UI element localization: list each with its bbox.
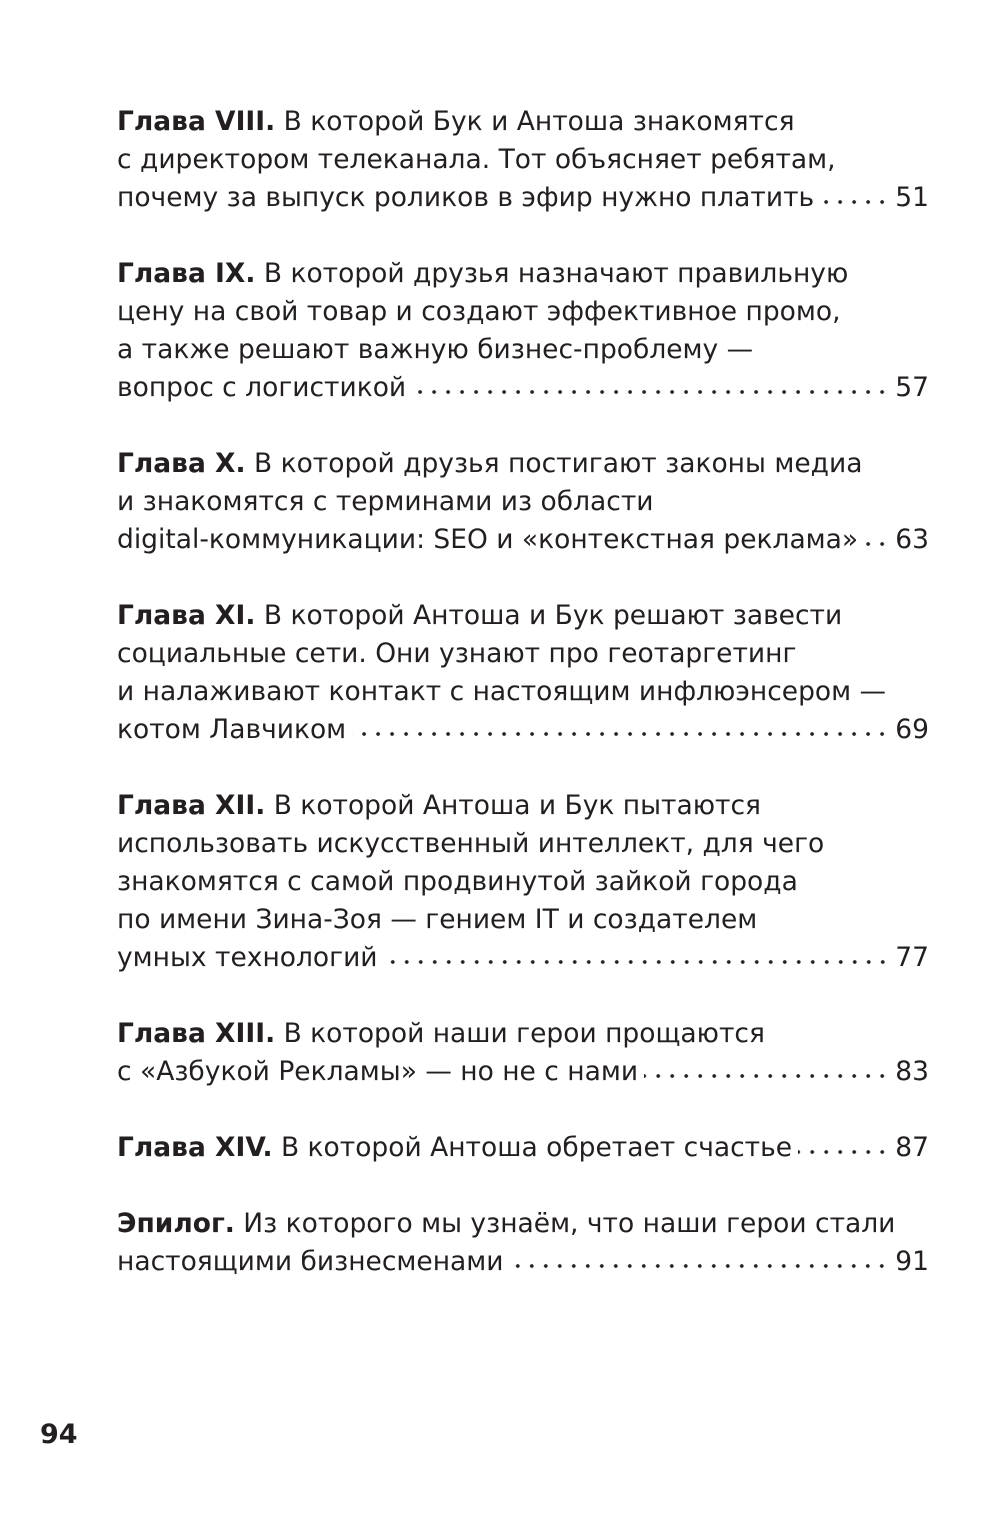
entry-page-number: 91: [895, 1246, 929, 1277]
entry-page-number: 77: [895, 942, 929, 973]
chapter-label: Глава XI.: [117, 600, 256, 631]
entry-last-line: [117, 179, 929, 217]
chapter-label: Глава X.: [117, 448, 246, 479]
entry-line: знакомятся с самой продвинутой зайкой города: [117, 866, 798, 897]
chapter-label: Глава XII.: [117, 790, 266, 821]
dot-leader: [509, 1262, 889, 1270]
entry-text: В которой Бук и Антоша знакомятся: [275, 106, 795, 137]
entry-page-number: 87: [895, 1132, 929, 1163]
entry-line: использовать искусственный интеллект, для чего: [117, 828, 825, 859]
entry-line: социальные сети. Они узнают про геотаргетинг: [117, 638, 797, 669]
entry-page-number: 63: [895, 524, 929, 555]
entry-line: и налаживают контакт с настоящим инфлюэнсером —: [117, 676, 887, 707]
entry-line: [117, 103, 929, 141]
entry-text: В которой друзья назначают правильную: [255, 258, 849, 289]
dot-leader: [820, 198, 889, 206]
chapter-label: Глава XIV.: [117, 1132, 273, 1163]
entry-last-line: [117, 369, 929, 407]
toc-entry: [117, 445, 929, 559]
entry-line: по имени Зина-Зоя — гением IT и создателем: [117, 904, 758, 935]
entry-text: настоящими бизнесменами: [117, 1246, 504, 1277]
entry-line: [117, 787, 929, 825]
toc-entry: [117, 597, 929, 749]
entry-last-line: [117, 521, 929, 559]
toc-entry: [117, 103, 929, 217]
entry-last-line: [117, 939, 929, 977]
entry-text: с «Азбукой Рекламы» — но не с нами: [117, 1056, 639, 1087]
dot-leader: [384, 958, 890, 966]
entry-line: [117, 1205, 929, 1243]
entry-text: В которой Антоша и Бук пытаются: [265, 790, 761, 821]
entry-line: цену на свой товар и создают эффективное промо,: [117, 296, 841, 327]
dot-leader: [798, 1148, 889, 1156]
chapter-label: Глава VIII.: [117, 106, 276, 137]
entry-page-number: 51: [895, 182, 929, 213]
entry-line: [117, 597, 929, 635]
chapter-label: Глава IX.: [117, 258, 256, 289]
dot-leader: [352, 730, 889, 738]
entry-last-line: [117, 1243, 929, 1281]
dot-leader: [644, 1072, 889, 1080]
entry-text: В которой наши герои прощаются: [275, 1018, 765, 1049]
entry-page-number: 57: [895, 372, 929, 403]
entry-text: digital-коммуникации: SEO и «контекстная реклама»: [117, 524, 859, 555]
entry-text: вопрос с логистикой: [117, 372, 407, 403]
entry-line: с директором телеканала. Тот объясняет ребятам,: [117, 144, 836, 175]
entry-text: В которой друзья постигают законы медиа: [245, 448, 863, 479]
table-of-contents: [117, 103, 929, 1319]
entry-line: [117, 445, 929, 483]
toc-entry: [117, 1205, 929, 1281]
entry-text: котом Лавчиком: [117, 714, 347, 745]
entry-page-number: 69: [895, 714, 929, 745]
toc-entry: [117, 1129, 929, 1167]
toc-entry: [117, 1015, 929, 1091]
entry-line: а также решают важную бизнес-проблему —: [117, 334, 754, 365]
entry-last-line: [117, 711, 929, 749]
entry-text: В которой Антоша обретает счастье: [272, 1132, 793, 1163]
entry-line: и знакомятся с терминами из области: [117, 486, 654, 517]
entry-line: [117, 1015, 929, 1053]
entry-text: почему за выпуск роликов в эфир нужно платить: [117, 182, 815, 213]
dot-leader: [864, 540, 889, 548]
entry-last-line: [117, 1053, 929, 1091]
chapter-label: Глава XIII.: [117, 1018, 276, 1049]
chapter-label: Эпилог.: [117, 1208, 235, 1239]
entry-text: умных технологий: [117, 942, 378, 973]
toc-entry: [117, 255, 929, 407]
entry-line: [117, 255, 929, 293]
entry-text: Из которого мы узнаём, что наши герои стали: [234, 1208, 896, 1239]
entry-page-number: 83: [895, 1056, 929, 1087]
entry-text: В которой Антоша и Бук решают завести: [255, 600, 843, 631]
entry-last-line: [117, 1129, 929, 1167]
toc-entry: [117, 787, 929, 977]
page-number: 94: [40, 1419, 78, 1450]
dot-leader: [412, 388, 889, 396]
